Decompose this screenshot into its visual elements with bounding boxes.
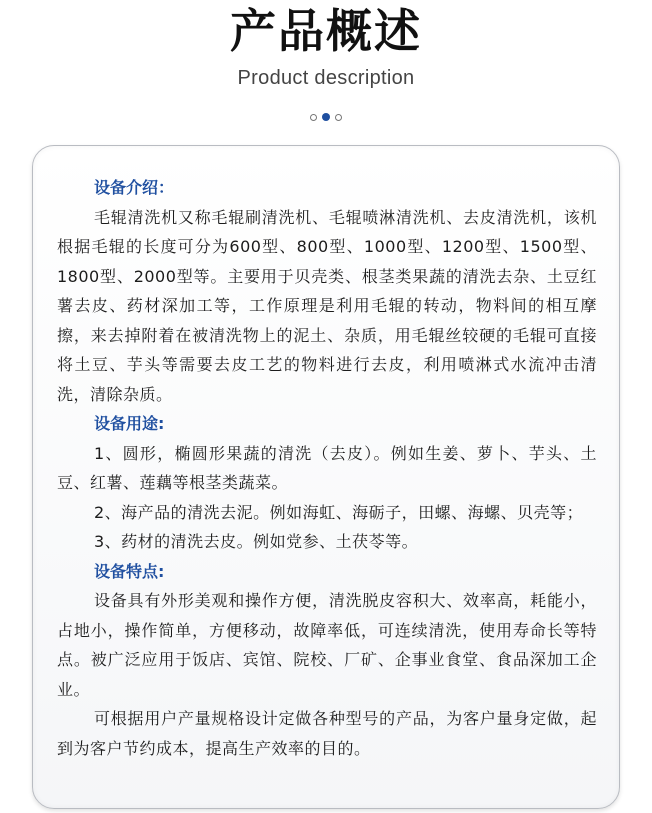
page-header [0,0,652,122]
pager-dot[interactable] [310,114,317,121]
pager-dot[interactable] [335,114,342,121]
intro-paragraph: 毛辊清洗机又称毛辊刷清洗机、毛辊喷淋清洗机、去皮清洗机，该机根据毛辊的长度可分为600型、800型、1000型、1200型、1500型、1800型、2000型等。主要用于贝壳类、根茎类果蔬的清洗去杂、土豆红薯去皮、药材深加工等，工作原理是利用毛辊的转动，物料间的相互摩擦，来去掉附着在被清洗物上的泥土、杂质，用毛辊丝较硬的毛辊可直接将土豆、芋头等需要去皮工艺的物料进行去皮，利用喷淋式水流冲击清洗，清除杂质。 [57,207,597,404]
usage-heading: 设备用途: [94,414,165,433]
usage-item-1: 1、圆形，椭圆形果蔬的清洗（去皮）。例如生姜、萝卜、芋头、土豆、红薯、莲藕等根茎类蔬菜。 [57,443,597,492]
page-title: 产品概述 [230,4,422,58]
features-heading: 设备特点: [94,561,165,581]
usage-item-2: 2、海产品的清洗去泥。例如海虹、海砺子，田螺、海螺、贝壳等； [94,502,584,522]
carousel-pager [0,112,652,122]
usage-item-3: 3、药材的清洗去皮。例如党参、土茯苓等。 [94,532,419,551]
custom-paragraph: 可根据用户产量规格设计定做各种型号的产品，为客户量身定做，起到为客户节约成本，提高生产效率的目的。 [57,709,597,758]
intro-heading: 设备介绍： [94,178,175,197]
features-paragraph: 设备具有外形美观和操作方便，清洗脱皮容积大、效率高，耗能小，占地小，操作简单，方便移动，故障率低，可连续清洗，使用寿命长等特点。被广泛应用于饭店、宾馆、院校、厂矿、企事业食堂、食品深加工企业。 [57,591,597,699]
pager-dot-active[interactable] [322,113,330,121]
page-subtitle: Product description [237,67,415,89]
description-card [32,145,620,809]
